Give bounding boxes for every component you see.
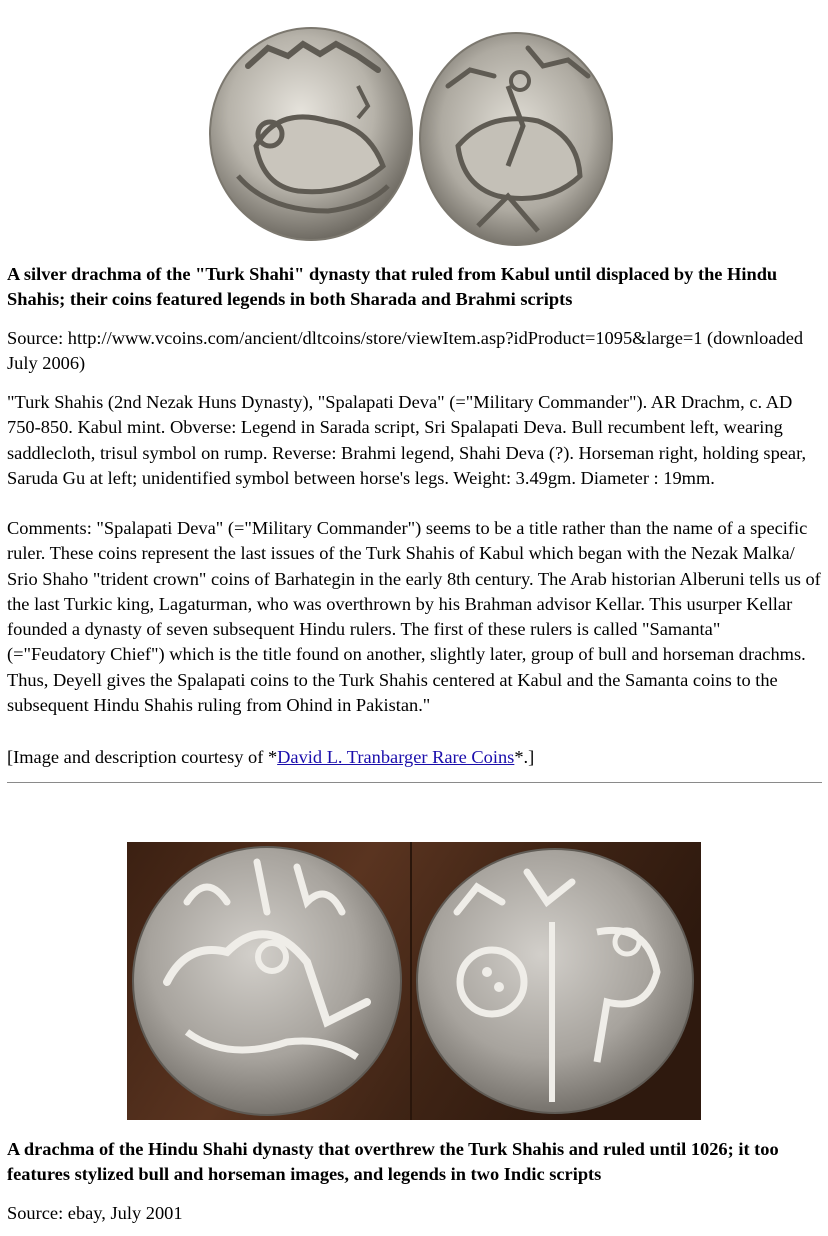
coin-obverse-stylized-bull [133,847,401,1115]
credit-suffix: *.] [514,747,535,767]
figure1-source: Source: http://www.vcoins.com/ancient/dltcoins/store/viewItem.asp?idProduct=1095&large=1 (downloaded July 2006) [7,328,804,374]
coin-obverse-bull [210,28,412,240]
figure1-description: "Turk Shahis (2nd Nezak Huns Dynasty), "Spalapati Deva" (="Military Commander"). AR Drachm, c. AD 750-850. Kabul mint. Obverse: Legend in Sarada script, Sri Spalapati Deva. Bull recumbent left, wearing saddlecloth, trisul symbol on rump. Reverse: Brahmi legend, Shahi Deva (?). Horseman right, holding spear, Saruda Gu at left; unidentified symbol between horse's legs. Weight: 3.49gm. Diameter : 19mm. [7,392,807,488]
coin-reverse-stylized-horseman [417,849,693,1113]
turk-shahi-coin-image [208,26,616,248]
figure2-source: Source: ebay, July 2001 [7,1203,183,1223]
section-divider [7,782,822,783]
hindu-shahi-coin-image [127,842,701,1120]
figure1-comments: Comments: "Spalapati Deva" (="Military Commander") seems to be a title rather than the name of a specific ruler. These coins represent the last issues of the Turk Shahis of Kabul which began with the Nezak Malka/ Srio Shaho "trident crown" coins of Barhategin in the early 8th century. The Arab historian Alberuni tells us of the last Turkic king, Lagaturman, who was overthrown by his Brahman advisor Kellar. This usurper Kellar founded a dynasty of seven subsequent Hindu rulers. The first of these rulers is called "Samanta" (="Feudatory Chief") which is the title found on another, slightly later, group of bull and horseman drachms. Thus, Deyell gives the Spalapati coins to the Turk Shahis centered at Kabul and the Samanta coins to the subsequent Hindu Shahis ruling from Ohind in Pakistan." [7,518,821,716]
coin-reverse-horseman [420,33,612,245]
tranbarger-link[interactable]: David L. Tranbarger Rare Coins [277,747,515,767]
figure2-caption: A drachma of the Hindu Shahi dynasty that overthrew the Turk Shahis and ruled until 1026; it too features stylized bull and horseman images, and legends in two Indic scripts [7,1139,779,1184]
credit-prefix: [Image and description courtesy of * [7,747,278,767]
figure1-credit [7,745,823,770]
figure1-caption: A silver drachma of the "Turk Shahi" dynasty that ruled from Kabul until displaced by the Hindu Shahis; their coins featured legends in both Sharada and Brahmi scripts [7,264,778,309]
